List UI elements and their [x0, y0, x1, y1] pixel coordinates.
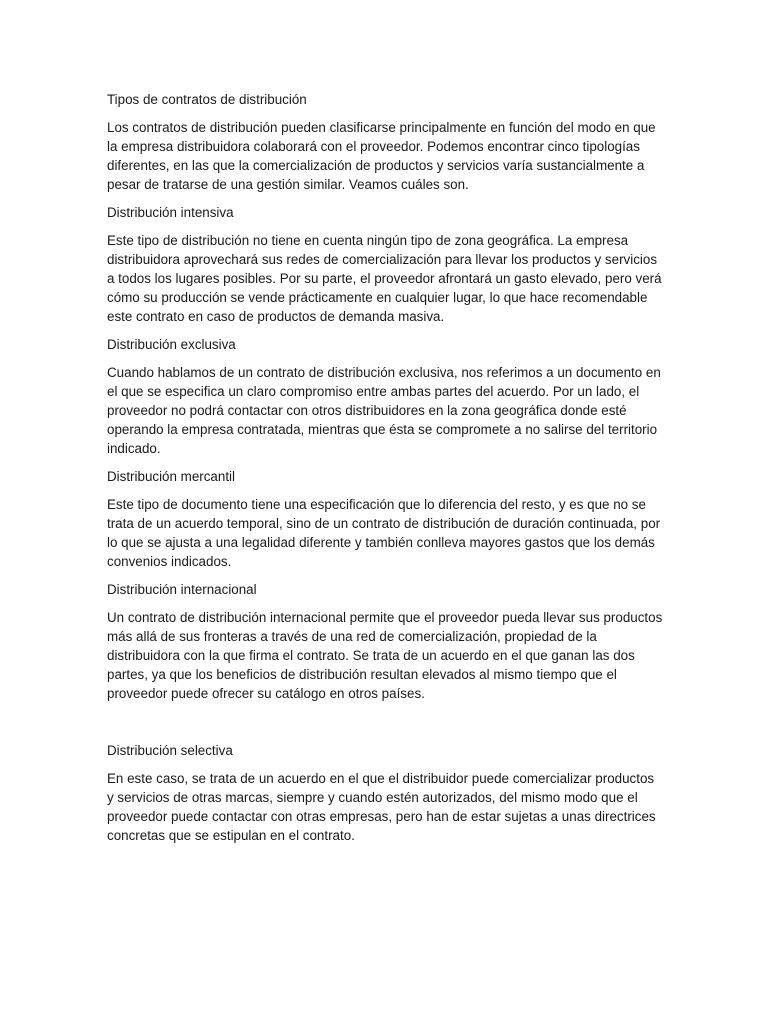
section-heading-mercantil: Distribución mercantil: [107, 469, 235, 484]
section-heading-internacional: Distribución internacional: [107, 582, 257, 597]
blank-line: [107, 712, 663, 741]
intro-paragraph: Los contratos de distribución pueden clasificarse principalmente en función del modo en que la empresa distribuidora colaborará con el proveedor. Podemos encontrar cinco tipologías diferentes, en las que la comercialización de productos y servicios varía sustancialmente a pesar de tratarse de una gestión similar. Veamos cuáles son.: [107, 120, 656, 192]
document-title: Tipos de contratos de distribución: [107, 92, 307, 107]
section-heading-intensiva: Distribución intensiva: [107, 205, 234, 220]
document-body: [107, 90, 663, 854]
section-heading-exclusiva: Distribución exclusiva: [107, 337, 236, 352]
section-body-exclusiva: Cuando hablamos de un contrato de distribución exclusiva, nos referimos a un documento en el que se especifica un claro compromiso entre ambas partes del acuerdo. Por un lado, el proveedor no podrá contactar con otros distribuidores en la zona geográfica donde esté operando la empresa contratada, mientras que ésta se compromete a no salirse del territorio indicado.: [107, 365, 661, 456]
section-body-intensiva: Este tipo de distribución no tiene en cuenta ningún tipo de zona geográfica. La empresa distribuidora aprovechará sus redes de comercialización para llevar los productos y servicios a todos los lugares posibles. Por su parte, el proveedor afrontará un gasto elevado, pero verá cómo su producción se vende prácticamente en cualquier lugar, lo que hace recomendable este contrato en caso de productos de demanda masiva.: [107, 233, 662, 324]
section-body-mercantil: Este tipo de documento tiene una especificación que lo diferencia del resto, y es que no se trata de un acuerdo temporal, sino de un contrato de distribución de duración continuada, por lo que se ajusta a una legalidad diferente y también conlleva mayores gastos que los demás convenios indicados.: [107, 497, 661, 569]
section-heading-selectiva: Distribución selectiva: [107, 743, 233, 758]
section-body-selectiva: En este caso, se trata de un acuerdo en el que el distribuidor puede comercializar productos y servicios de otras marcas, siempre y cuando estén autorizados, del mismo modo que el proveedor puede contactar con otras empresas, pero han de estar sujetas a unas directrices concretas que se estipulan en el contrato.: [107, 771, 656, 843]
section-body-internacional: Un contrato de distribución internacional permite que el proveedor pueda llevar sus productos más allá de sus fronteras a través de una red de comercialización, propiedad de la distribuidora con la que firma el contrato. Se trata de un acuerdo en el que ganan las dos partes, ya que los beneficios de distribución resultan elevados al mismo tiempo que el proveedor puede ofrecer su catálogo en otros países.: [107, 610, 663, 701]
